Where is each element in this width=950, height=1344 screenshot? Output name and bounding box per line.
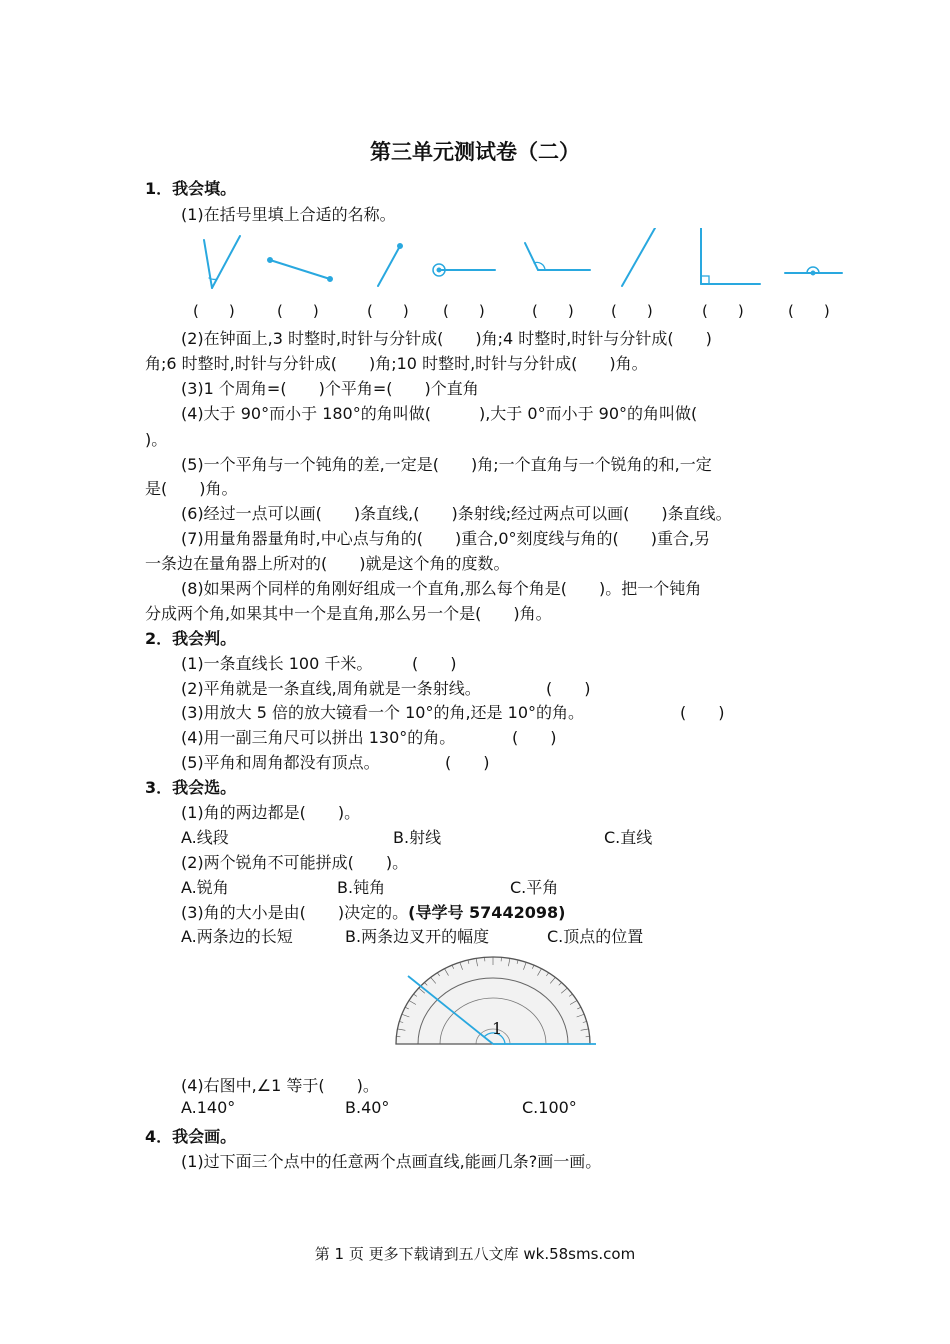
q1-1: (1)在括号里填上合适的名称。	[181, 205, 396, 224]
judge-4: (4)用一副三角尺可以拼出 130°的角。	[181, 728, 456, 747]
q1-3: (3)1 个周角=( )个平角=( )个直角	[181, 379, 479, 398]
choice-2-option-a[interactable]: A.锐角	[181, 878, 229, 897]
protractor-figure	[388, 952, 598, 1052]
blank-2[interactable]: ( )	[277, 302, 319, 320]
choice-4-option-a[interactable]: A.140°	[181, 1098, 236, 1117]
blank-6[interactable]: ( )	[611, 302, 653, 320]
figure-ray	[378, 244, 402, 286]
choice-1: (1)角的两边都是( )。	[181, 803, 361, 822]
page-footer: 第 1 页 更多下载请到五八文库 wk.58sms.com	[314, 1245, 636, 1263]
blank-7[interactable]: ( )	[702, 302, 744, 320]
blank-3[interactable]: ( )	[367, 302, 409, 320]
judge-2-blank[interactable]: ( )	[546, 679, 591, 698]
choice-2: (2)两个锐角不可能拼成( )。	[181, 853, 409, 872]
judge-1-blank[interactable]: ( )	[412, 654, 457, 673]
figure-acute-angle	[204, 236, 240, 288]
judge-2: (2)平角就是一条直线,周角就是一条射线。	[181, 679, 481, 698]
angle-1-label: 1	[492, 1019, 503, 1038]
choice-1-option-c[interactable]: C.直线	[604, 828, 653, 847]
blank-1[interactable]: ( )	[193, 302, 235, 320]
q1-5-line2: 是( )角。	[145, 479, 238, 498]
draw-1: (1)过下面三个点中的任意两个点画直线,能画几条?画一画。	[181, 1152, 602, 1171]
judge-1: (1)一条直线长 100 千米。	[181, 654, 373, 673]
figure-straight-angle	[785, 267, 842, 275]
blank-8[interactable]: ( )	[788, 302, 830, 320]
q1-5-line1: (5)一个平角与一个钝角的差,一定是( )角;一个直角与一个锐角的和,一定	[181, 455, 712, 474]
choice-3-option-c[interactable]: C.顶点的位置	[547, 927, 644, 946]
judge-4-blank[interactable]: ( )	[512, 728, 557, 747]
figure-line	[622, 228, 655, 286]
blank-5[interactable]: ( )	[532, 302, 574, 320]
q1-8-line1: (8)如果两个同样的角刚好组成一个直角,那么每个角是( )。把一个钝角	[181, 579, 702, 598]
choice-4: (4)右图中,∠1 等于( )。	[181, 1076, 379, 1095]
choice-4-option-b[interactable]: B.40°	[345, 1098, 390, 1117]
choice-3-text: (3)角的大小是由( )决定的。	[181, 903, 409, 922]
q1-4-line2: )。	[145, 430, 168, 449]
blank-4[interactable]: ( )	[443, 302, 485, 320]
choice-1-option-b[interactable]: B.射线	[393, 828, 442, 847]
choice-3-note: (导学号 57442098)	[408, 903, 566, 922]
page-title: 第三单元测试卷（二）	[370, 139, 580, 164]
judge-3-blank[interactable]: ( )	[680, 703, 725, 722]
section-4-heading: 4．我会画。	[145, 1127, 237, 1146]
section-2-heading: 2．我会判。	[145, 629, 237, 648]
q1-7-line1: (7)用量角器量角时,中心点与角的( )重合,0°刻度线与角的( )重合,另	[181, 529, 711, 548]
figure-obtuse-angle	[525, 243, 590, 270]
angle-figures	[190, 228, 850, 294]
choice-2-option-b[interactable]: B.钝角	[337, 878, 386, 897]
q1-4-line1: (4)大于 90°而小于 180°的角叫做( ),大于 0°而小于 90°的角叫做(	[181, 404, 698, 423]
q1-6: (6)经过一点可以画( )条直线,( )条射线;经过两点可以画( )条直线。	[181, 504, 732, 523]
choice-3-option-a[interactable]: A.两条边的长短	[181, 927, 293, 946]
q1-2-line2: 角;6 时整时,时针与分针成( )角;10 时整时,时针与分针成( )角。	[145, 354, 648, 373]
choice-1-option-a[interactable]: A.线段	[181, 828, 229, 847]
section-3-heading: 3．我会选。	[145, 778, 237, 797]
judge-5: (5)平角和周角都没有顶点。	[181, 753, 380, 772]
choice-3	[181, 900, 565, 923]
q1-2-line1: (2)在钟面上,3 时整时,时针与分针成( )角;4 时整时,时针与分针成( )	[181, 329, 712, 348]
q1-7-line2: 一条边在量角器上所对的( )就是这个角的度数。	[145, 554, 510, 573]
judge-3: (3)用放大 5 倍的放大镜看一个 10°的角,还是 10°的角。	[181, 703, 584, 722]
figure-segment	[268, 258, 332, 281]
choice-4-option-c[interactable]: C.100°	[522, 1098, 577, 1117]
choice-2-option-c[interactable]: C.平角	[510, 878, 559, 897]
choice-3-option-b[interactable]: B.两条边叉开的幅度	[345, 927, 490, 946]
judge-5-blank[interactable]: ( )	[445, 753, 490, 772]
q1-8-line2: 分成两个角,如果其中一个是直角,那么另一个是( )角。	[145, 604, 552, 623]
figure-full-angle	[433, 264, 495, 276]
figure-right-angle	[701, 228, 760, 284]
section-1-heading: 1．我会填。	[145, 179, 237, 198]
